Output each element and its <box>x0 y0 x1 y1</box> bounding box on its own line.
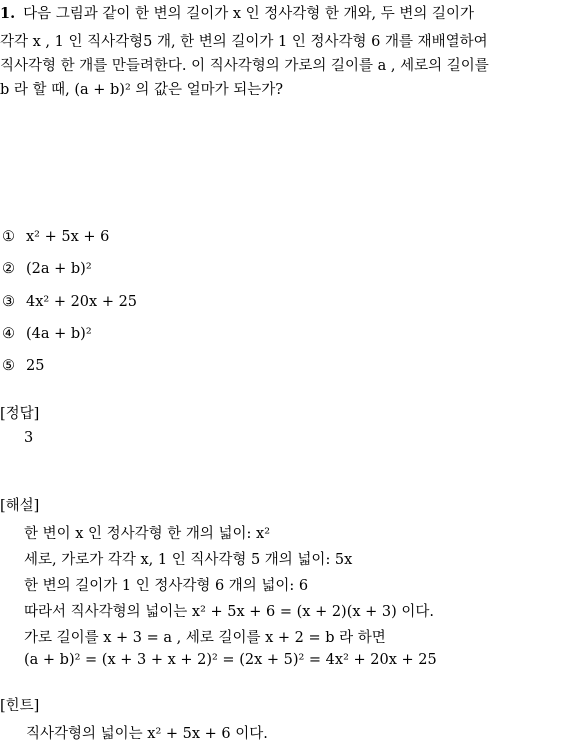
explanation-line-3: 한 변의 길이가 1 인 정사각형 6 개의 넓이: 6 <box>24 578 309 594</box>
explanation-line-1: 한 변이 x 인 정사각형 한 개의 넓이: x² <box>24 526 271 542</box>
explanation-line-4: 따라서 직사각형의 넓이는 x² + 5x + 6 = (x + 2)(x + 3) 이다. <box>24 604 435 620</box>
question-line-1 <box>0 2 474 23</box>
question-line-3: 직사각형 한 개를 만들려한다. 이 직사각형의 가로의 길이를 a , 세로의 길이를 <box>0 58 489 74</box>
choice-marker: ⑤ <box>2 358 15 374</box>
choice-text: 25 <box>26 358 45 374</box>
explanation-line-2: 세로, 가로가 각각 x, 1 인 직사각형 5 개의 넓이: 5x <box>24 552 353 568</box>
choice-marker: ④ <box>2 326 15 342</box>
explanation-line-6: (a + b)² = (x + 3 + x + 2)² = (2x + 5)² = 4x² + 20x + 25 <box>24 652 437 668</box>
hint-label: [힌트] <box>0 698 40 714</box>
answer-value: 3 <box>24 430 34 446</box>
choice-marker: ② <box>2 261 15 277</box>
question-number: 1. <box>0 5 16 22</box>
choice-text: 4x² + 20x + 25 <box>26 294 138 310</box>
choice-marker: ① <box>2 229 15 245</box>
choice-1[interactable] <box>2 229 109 245</box>
choice-text: x² + 5x + 6 <box>26 229 110 245</box>
choice-3[interactable] <box>2 294 137 310</box>
hint-line-1: 직사각형의 넓이는 x² + 5x + 6 이다. <box>26 726 268 742</box>
choice-marker: ③ <box>2 294 15 310</box>
choice-2[interactable] <box>2 261 92 277</box>
choice-text: (2a + b)² <box>26 261 92 277</box>
answer-label: [정답] <box>0 406 40 422</box>
choice-text: (4a + b)² <box>26 326 92 342</box>
question-text-1: 다음 그림과 같이 한 변의 길이가 x 인 정사각형 한 개와, 두 변의 길이가 <box>23 6 475 22</box>
explanation-label: [해설] <box>0 498 40 514</box>
explanation-line-5: 가로 길이를 x + 3 = a , 세로 길이를 x + 2 = b 라 하면 <box>24 630 386 646</box>
choice-5[interactable] <box>2 358 44 374</box>
question-line-4: b 라 할 때, (a + b)² 의 값은 얼마가 되는가? <box>0 82 284 98</box>
choice-4[interactable] <box>2 326 92 342</box>
question-line-2: 각각 x , 1 인 직사각형5 개, 한 변의 길이가 1 인 정사각형 6 개를 재배열하여 <box>0 34 488 50</box>
